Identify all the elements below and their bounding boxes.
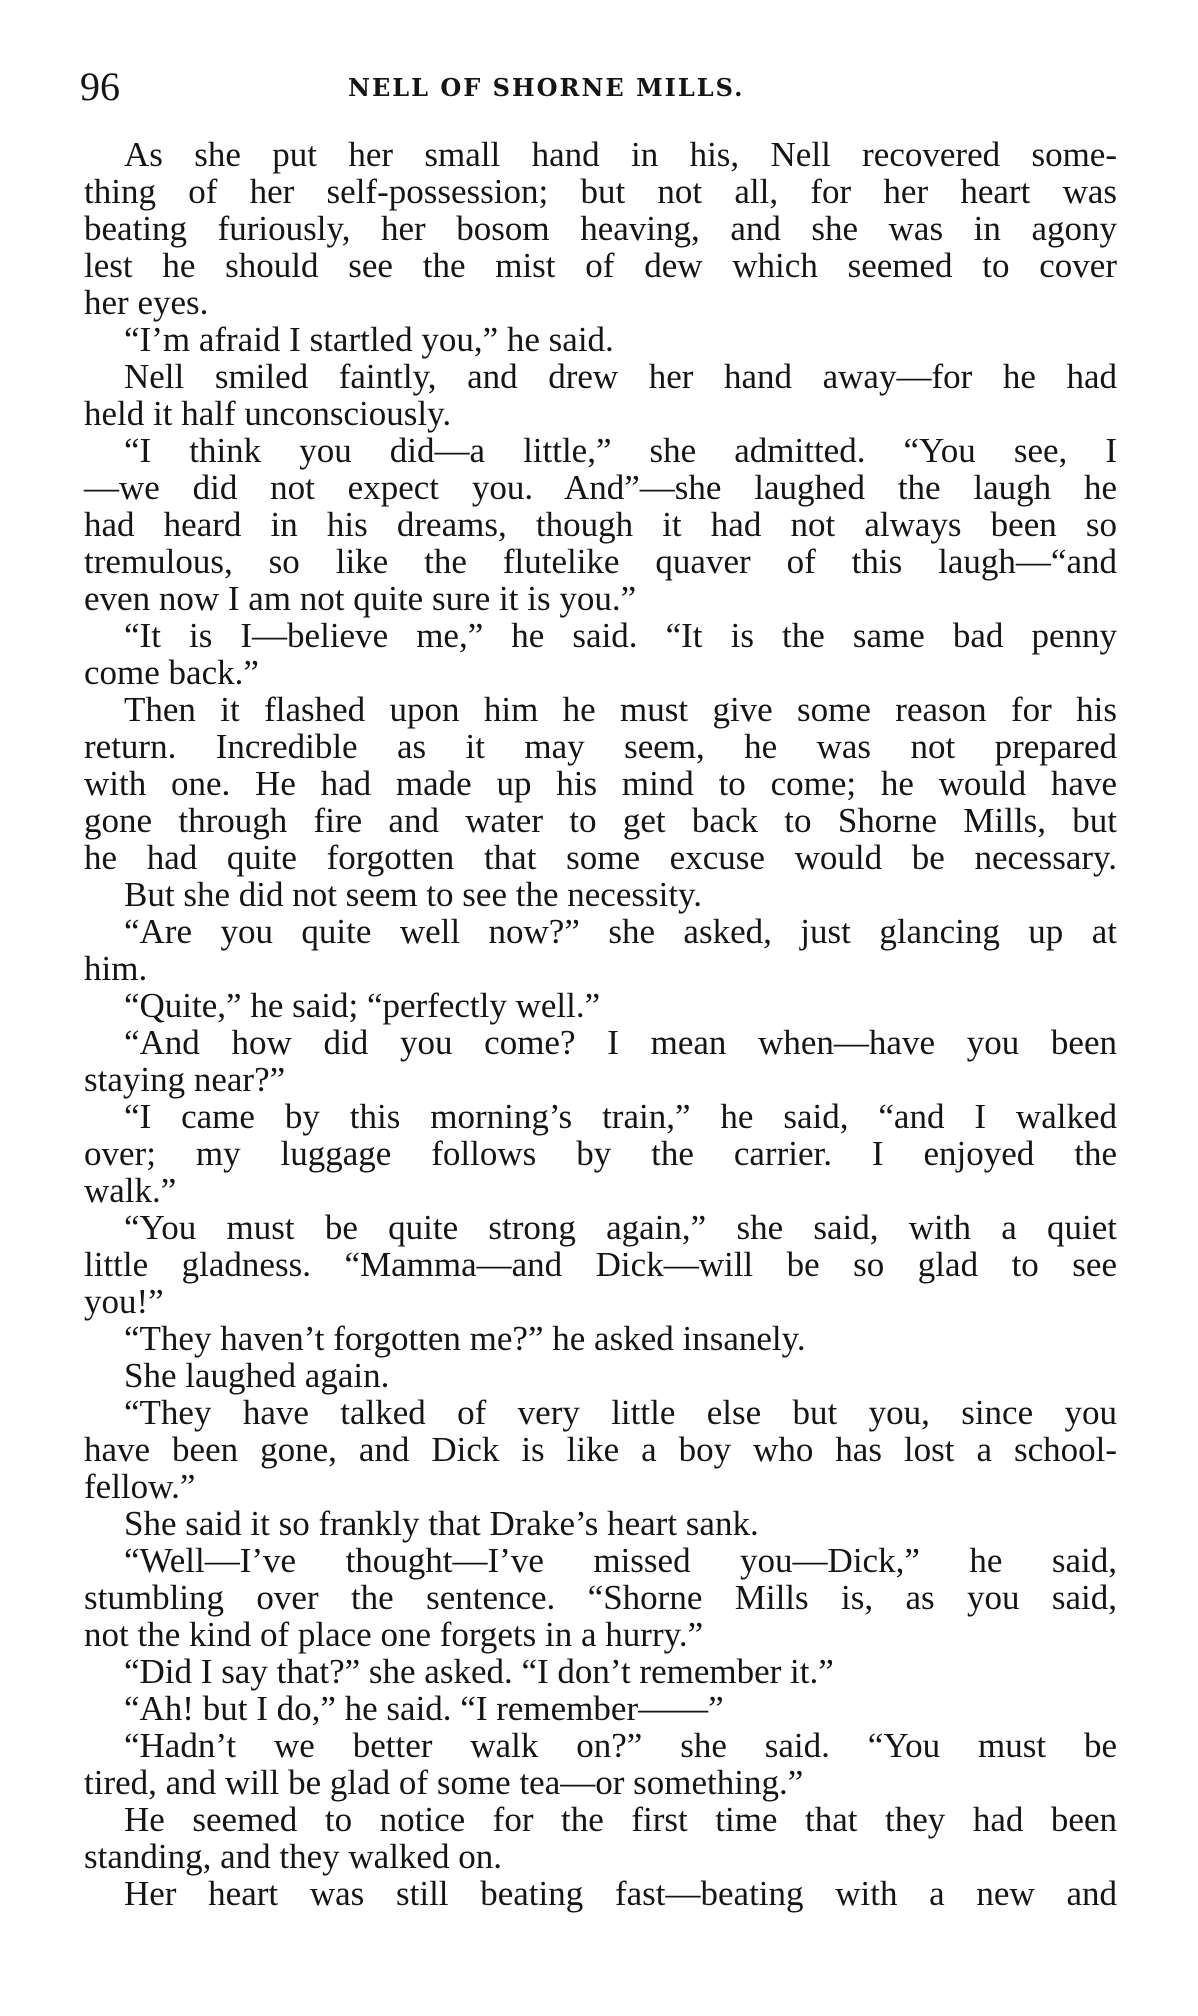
text-line: “They haven’t forgotten me?” he asked insanely. xyxy=(124,1319,806,1358)
text-line: little gladness. “Mamma—and Dick—will be so glad to see xyxy=(84,1245,1117,1284)
text-line: “Quite,” he said; “perfectly well.” xyxy=(124,986,601,1025)
text-line: you!” xyxy=(84,1282,164,1321)
text-line: not the kind of place one forgets in a hurry.” xyxy=(84,1615,704,1654)
text-line: gone through fire and water to get back to Shorne Mills, but xyxy=(84,801,1117,840)
text-line: thing of her self-possession; but not all, for her heart was xyxy=(84,172,1117,211)
text-line: he had quite forgotten that some excuse would be necessary. xyxy=(84,838,1117,877)
body-text xyxy=(84,136,1117,1912)
text-line: walk.” xyxy=(84,1171,177,1210)
text-line: She laughed again. xyxy=(124,1356,390,1395)
text-line: tremulous, so like the flutelike quaver of this laugh—“and xyxy=(84,542,1117,581)
text-line: have been gone, and Dick is like a boy who has lost a school- xyxy=(84,1430,1117,1469)
text-line: Then it flashed upon him he must give some reason for his xyxy=(124,690,1117,729)
text-line: even now I am not quite sure it is you.” xyxy=(84,579,637,618)
text-line: come back.” xyxy=(84,653,259,692)
running-title: NELL OF SHORNE MILLS. xyxy=(348,73,745,102)
text-line: with one. He had made up his mind to come; he would have xyxy=(84,764,1117,803)
text-line: him. xyxy=(84,949,148,988)
text-line: “And how did you come? I mean when—have you been xyxy=(124,1023,1117,1062)
text-line: Nell smiled faintly, and drew her hand away—for he had xyxy=(124,357,1117,396)
text-line: fellow.” xyxy=(84,1467,196,1506)
text-line: “They have talked of very little else but you, since you xyxy=(124,1393,1117,1432)
text-line: lest he should see the mist of dew which seemed to cover xyxy=(84,246,1117,285)
text-line: had heard in his dreams, though it had not always been so xyxy=(84,505,1117,544)
text-line: He seemed to notice for the first time that they had been xyxy=(124,1800,1117,1839)
text-line: stumbling over the sentence. “Shorne Mills is, as you said, xyxy=(84,1578,1117,1617)
text-line: “Well—I’ve thought—I’ve missed you—Dick,” he said, xyxy=(124,1541,1117,1580)
text-line: “Ah! but I do,” he said. “I remember——” xyxy=(124,1689,724,1728)
text-line: But she did not seem to see the necessity. xyxy=(124,875,703,914)
text-line: her eyes. xyxy=(84,283,209,322)
text-line: “Are you quite well now?” she asked, just glancing up at xyxy=(124,912,1117,951)
text-line: “I think you did—a little,” she admitted. “You see, I xyxy=(124,431,1117,470)
text-line: staying near?” xyxy=(84,1060,286,1099)
text-line: tired, and will be glad of some tea—or something.” xyxy=(84,1763,804,1802)
text-line: standing, and they walked on. xyxy=(84,1837,502,1876)
text-line: —we did not expect you. And”—she laughed the laugh he xyxy=(84,468,1117,507)
text-line: Her heart was still beating fast—beating with a new and xyxy=(124,1874,1117,1913)
text-line: held it half unconsciously. xyxy=(84,394,452,433)
text-line: “Did I say that?” she asked. “I don’t remember it.” xyxy=(124,1652,834,1691)
text-line: return. Incredible as it may seem, he was not prepared xyxy=(84,727,1117,766)
text-line: “Hadn’t we better walk on?” she said. “You must be xyxy=(124,1726,1117,1765)
text-line: She said it so frankly that Drake’s heart sank. xyxy=(124,1504,759,1543)
page-header xyxy=(80,62,1120,112)
text-line: “I came by this morning’s train,” he said, “and I walked xyxy=(124,1097,1117,1136)
text-line: “You must be quite strong again,” she said, with a quiet xyxy=(124,1208,1117,1247)
text-line: “It is I—believe me,” he said. “It is the same bad penny xyxy=(124,616,1117,655)
page-number: 96 xyxy=(80,64,120,109)
text-line: As she put her small hand in his, Nell recovered some- xyxy=(124,135,1117,174)
text-line: beating furiously, her bosom heaving, and she was in agony xyxy=(84,209,1117,248)
text-line: “I’m afraid I startled you,” he said. xyxy=(124,320,614,359)
text-line: over; my luggage follows by the carrier. I enjoyed the xyxy=(84,1134,1117,1173)
